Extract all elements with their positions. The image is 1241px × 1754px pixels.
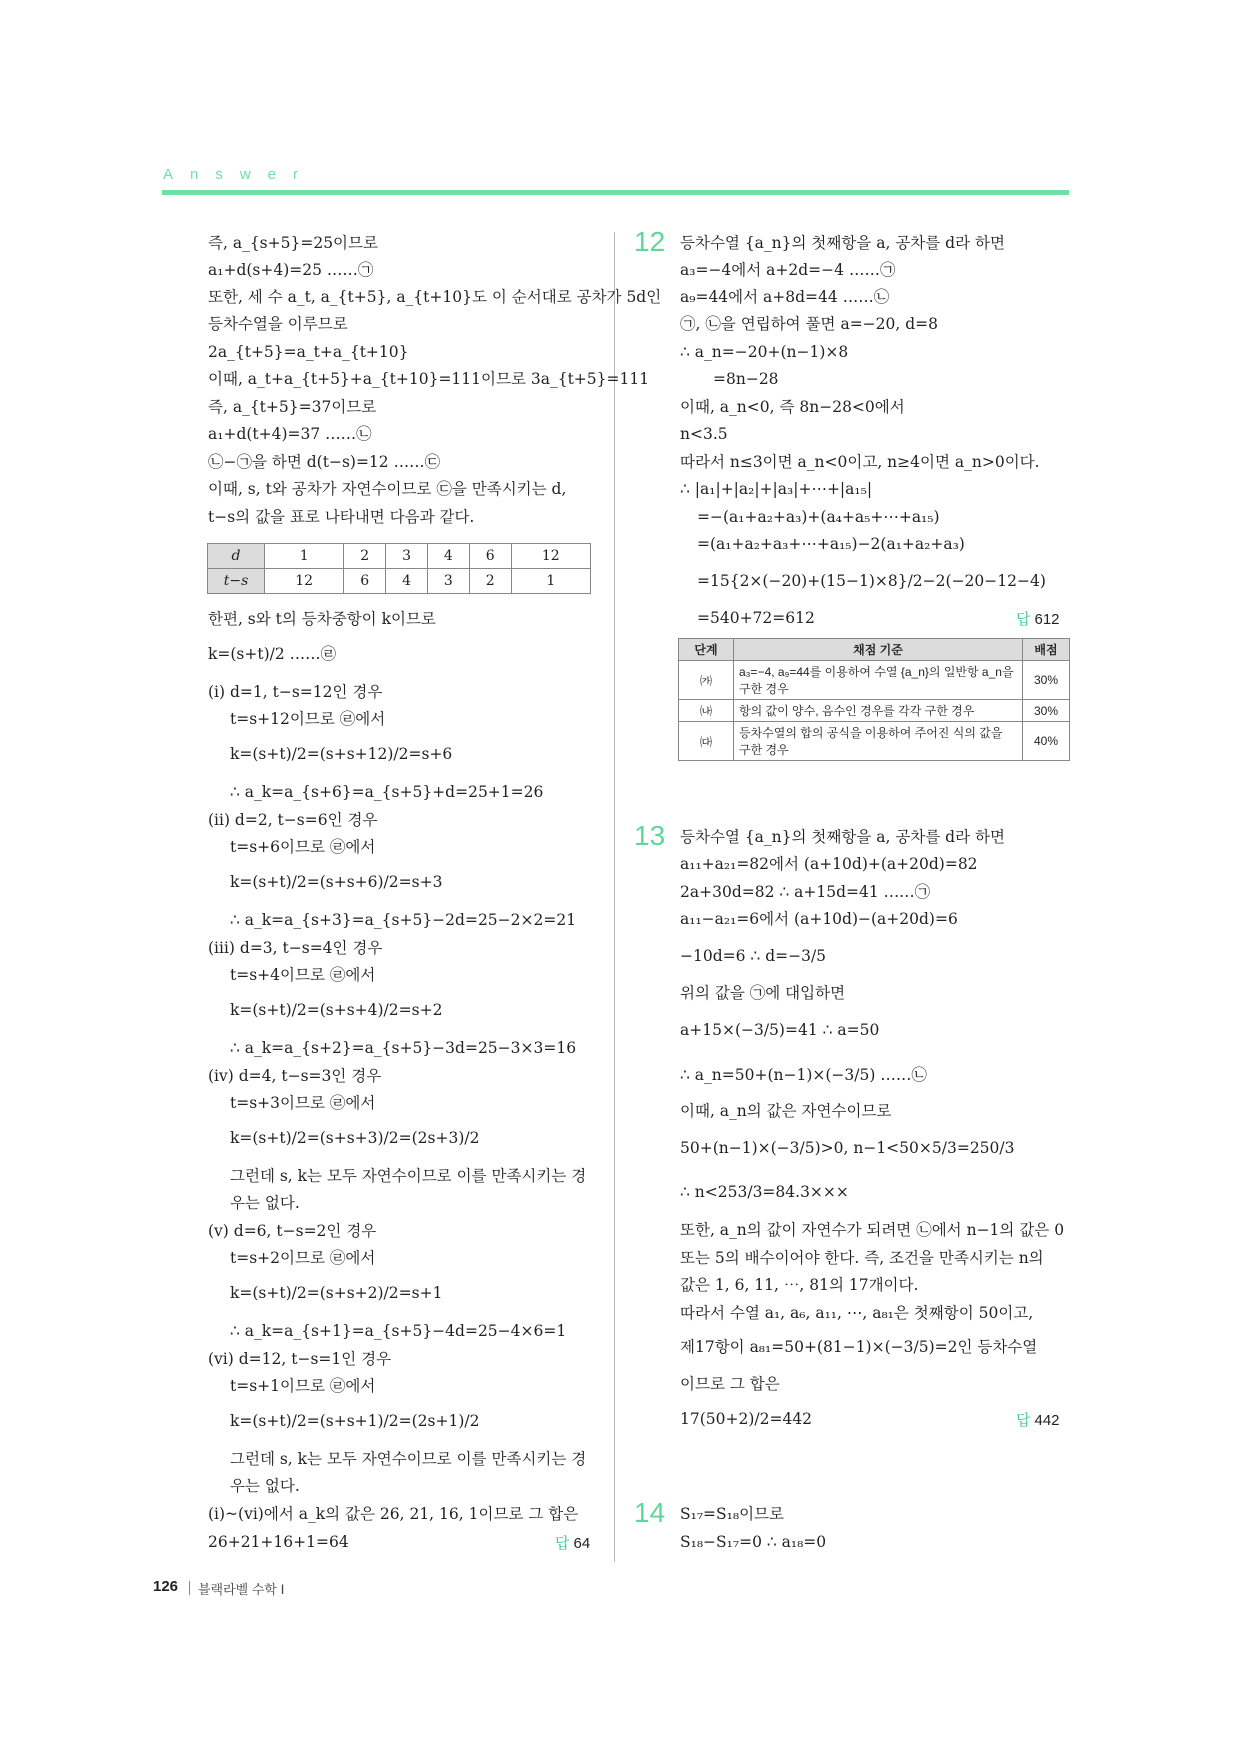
table-cell: d [208,544,265,569]
table-cell: 30% [1023,661,1070,700]
answer-value: 612 [1034,611,1060,628]
solution-line: k=(s+t)/2=(s+s+2)/2=s+1 [230,1284,443,1302]
page-number: 126 [153,1578,179,1595]
solution-line: ∴ a_k=a_{s+1}=a_{s+5}−4d=25−4×6=1 [230,1322,567,1340]
solution-line: −10d=6 ∴ d=−3/5 [680,947,827,965]
answer-64 [555,1532,590,1553]
solution-line: k=(s+t)/2=(s+s+12)/2=s+6 [230,745,453,763]
solution-line: 한편, s와 t의 등차중항이 k이므로 [208,610,436,628]
solution-line: 이때, a_t+a_{t+5}+a_{t+10}=111이므로 3a_{t+5}=111 [208,370,650,388]
solution-line: ∴ a_k=a_{s+3}=a_{s+5}−2d=25−2×2=21 [230,911,577,929]
table-cell: 1 [265,544,344,569]
solution-line: a₁+d(s+4)=25 ……㉠ [208,261,374,279]
table-cell: ㈏ [679,700,734,722]
solution-line: 우는 없다. [230,1477,300,1495]
table-cell: 4 [386,569,428,594]
problem-number: 12 [634,226,666,257]
solution-line: 또한, 세 수 a_t, a_{t+5}, a_{t+10}도 이 순서대로 공차가 5d인 [208,288,662,306]
table-cell: a₃=−4, a₉=44를 이용하여 수열 {a_n}의 일반항 a_n을 구한 경우 [734,661,1023,700]
table-row [679,722,1070,761]
solution-line: (ⅰ)~(ⅵ)에서 a_k의 값은 26, 21, 16, 1이므로 그 합은 [208,1505,579,1523]
column-divider [614,232,615,1562]
solution-line: (ⅱ) d=2, t−s=6인 경우 [208,811,378,829]
solution-line: =540+72=612 [697,609,815,627]
table-cell: 6 [344,569,386,594]
solution-line: 따라서 수열 a₁, a₆, a₁₁, ⋯, a₈₁은 첫째항이 50이고, [680,1304,1034,1322]
table-cell: 3 [386,544,428,569]
solution-line: ∴ a_n=−20+(n−1)×8 [680,343,849,361]
solution-line: (ⅵ) d=12, t−s=1인 경우 [208,1350,392,1368]
solution-line: 값은 1, 6, 11, ⋯, 81의 17개이다. [680,1276,919,1294]
solution-line: a₁₁−a₂₁=6에서 (a+10d)−(a+20d)=6 [680,910,958,928]
table-cell: 2 [469,569,511,594]
solution-line: k=(s+t)/2=(s+s+1)/2=(2s+1)/2 [230,1412,480,1430]
solution-line: 17(50+2)/2=442 [680,1410,813,1428]
table-row [208,569,591,594]
solution-line: 2a+30d=82 ∴ a+15d=41 ……㉠ [680,883,931,901]
solution-line: a₉=44에서 a+8d=44 ……㉡ [680,288,890,306]
solution-line: (ⅴ) d=6, t−s=2인 경우 [208,1222,377,1240]
table-row [679,700,1070,722]
table-cell: 6 [469,544,511,569]
footer-divider [189,1581,190,1595]
solution-line: 이때, a_n<0, 즉 8n−28<0에서 [680,398,905,416]
problem-number: 14 [634,1497,666,1528]
solution-line: k=(s+t)/2=(s+s+3)/2=(2s+3)/2 [230,1129,480,1147]
solution-line: 26+21+16+1=64 [208,1533,349,1551]
solution-line: 등차수열을 이루므로 [208,315,348,333]
answer-mark: 답 [1016,611,1031,628]
header-rule [162,190,1069,195]
solution-line: =15{2×(−20)+(15−1)×8}/2−2(−20−12−4) [697,572,1046,590]
solution-line: 또한, a_n의 값이 자연수가 되려면 ㉡에서 n−1의 값은 0 [680,1221,1065,1239]
solution-line: 따라서 n≤3이면 a_n<0이고, n≥4이면 a_n>0이다. [680,453,1040,471]
solution-line: S₁₈−S₁₇=0 ∴ a₁₈=0 [680,1533,827,1551]
solution-line: t=s+4이므로 ㉣에서 [230,966,376,984]
solution-line: n<3.5 [680,425,728,443]
solution-line: 또는 5의 배수이어야 한다. 즉, 조건을 만족시키는 n의 [680,1249,1044,1267]
table-cell: 3 [427,569,469,594]
table-cell: 30% [1023,700,1070,722]
solution-line: ∴ a_k=a_{s+6}=a_{s+5}+d=25+1=26 [230,783,544,801]
solution-line: ㉡−㉠을 하면 d(t−s)=12 ……㉢ [208,453,441,471]
answer-mark: 답 [555,1535,570,1552]
table-row [208,544,591,569]
table-header: 채점 기준 [734,639,1023,661]
solution-line: =(a₁+a₂+a₃+⋯+a₁₅)−2(a₁+a₂+a₃) [697,535,965,553]
solution-line: 이때, a_n의 값은 자연수이므로 [680,1102,892,1120]
answer-442 [1016,1409,1060,1430]
solution-line: t=s+2이므로 ㉣에서 [230,1249,376,1267]
solution-line: k=(s+t)/2=(s+s+6)/2=s+3 [230,873,443,891]
solution-line: a₁+d(t+4)=37 ……㉡ [208,425,372,443]
solution-line: 50+(n−1)×(−3/5)>0, n−1<50×5/3=250/3 [680,1139,1015,1157]
solution-line: k=(s+t)/2 ……㉣ [208,645,337,663]
table-header: 배점 [1023,639,1070,661]
answer-mark: 답 [1016,1412,1031,1429]
table-row [679,639,1070,661]
solution-line: a+15×(−3/5)=41 ∴ a=50 [680,1021,880,1039]
solution-line: ㉠, ㉡을 연립하여 풀면 a=−20, d=8 [680,315,939,333]
solution-line: t−s의 값을 표로 나타내면 다음과 같다. [208,508,475,526]
solution-line: (ⅳ) d=4, t−s=3인 경우 [208,1067,382,1085]
solution-line: 그런데 s, k는 모두 자연수이므로 이를 만족시키는 경 [230,1167,587,1185]
solution-line: 즉, a_{t+5}=37이므로 [208,398,377,416]
d-table [207,543,591,594]
solution-line: (ⅲ) d=3, t−s=4인 경우 [208,939,383,957]
table-cell: 12 [265,569,344,594]
solution-line: t=s+3이므로 ㉣에서 [230,1094,376,1112]
solution-line: k=(s+t)/2=(s+s+4)/2=s+2 [230,1001,443,1019]
solution-line: 우는 없다. [230,1194,300,1212]
solution-line: 이때, s, t와 공차가 자연수이므로 ㉢을 만족시키는 d, [208,480,567,498]
table-cell: 4 [427,544,469,569]
table-cell: 1 [511,569,590,594]
solution-line: 등차수열 {a_n}의 첫째항을 a, 공차를 d라 하면 [680,828,1005,846]
solution-line: 즉, a_{s+5}=25이므로 [208,234,378,252]
solution-line: ∴ |a₁|+|a₂|+|a₃|+⋯+|a₁₅| [680,480,873,498]
problem-number: 13 [634,820,666,851]
table-cell: ㈐ [679,722,734,761]
solution-line: 위의 값을 ㉠에 대입하면 [680,984,846,1002]
solution-line: 2a_{t+5}=a_t+a_{t+10} [208,343,409,361]
solution-line: 등차수열 {a_n}의 첫째항을 a, 공차를 d라 하면 [680,234,1005,252]
solution-line: ∴ a_k=a_{s+2}=a_{s+5}−3d=25−3×3=16 [230,1039,577,1057]
solution-line: t=s+1이므로 ㉣에서 [230,1377,376,1395]
solution-line: 그런데 s, k는 모두 자연수이므로 이를 만족시키는 경 [230,1450,587,1468]
solution-line: 제17항이 a₈₁=50+(81−1)×(−3/5)=2인 등차수열 [680,1338,1038,1356]
table-cell: 12 [511,544,590,569]
header-answer-label: Answer [163,166,316,183]
answer-612 [1016,608,1060,629]
book-title: 블랙라벨 수학 Ⅰ [198,1582,285,1597]
answer-value: 64 [573,1535,591,1552]
solution-line: t=s+6이므로 ㉣에서 [230,838,376,856]
grading-table [678,638,1070,761]
table-cell: ㈎ [679,661,734,700]
solution-line: S₁₇=S₁₈이므로 [680,1505,784,1523]
table-cell: 항의 값이 양수, 음수인 경우를 각각 구한 경우 [734,700,1023,722]
solution-line: ∴ n<253/3=84.3××× [680,1183,849,1201]
solution-line: ∴ a_n=50+(n−1)×(−3/5) ……㉡ [680,1066,927,1084]
answer-value: 442 [1034,1412,1060,1429]
solution-line: a₁₁+a₂₁=82에서 (a+10d)+(a+20d)=82 [680,855,978,873]
table-row [679,661,1070,700]
table-header: 단계 [679,639,734,661]
solution-line: 이므로 그 합은 [680,1375,780,1393]
solution-line: =8n−28 [713,370,779,388]
table-cell: 40% [1023,722,1070,761]
solution-line: t=s+12이므로 ㉣에서 [230,710,386,728]
solution-line: =−(a₁+a₂+a₃)+(a₄+a₅+⋯+a₁₅) [697,508,940,526]
table-cell: t−s [208,569,265,594]
solution-line: (ⅰ) d=1, t−s=12인 경우 [208,683,383,701]
solution-line: a₃=−4에서 a+2d=−4 ……㉠ [680,261,896,279]
table-cell: 2 [344,544,386,569]
table-cell: 등차수열의 합의 공식을 이용하여 주어진 식의 값을 구한 경우 [734,722,1023,761]
